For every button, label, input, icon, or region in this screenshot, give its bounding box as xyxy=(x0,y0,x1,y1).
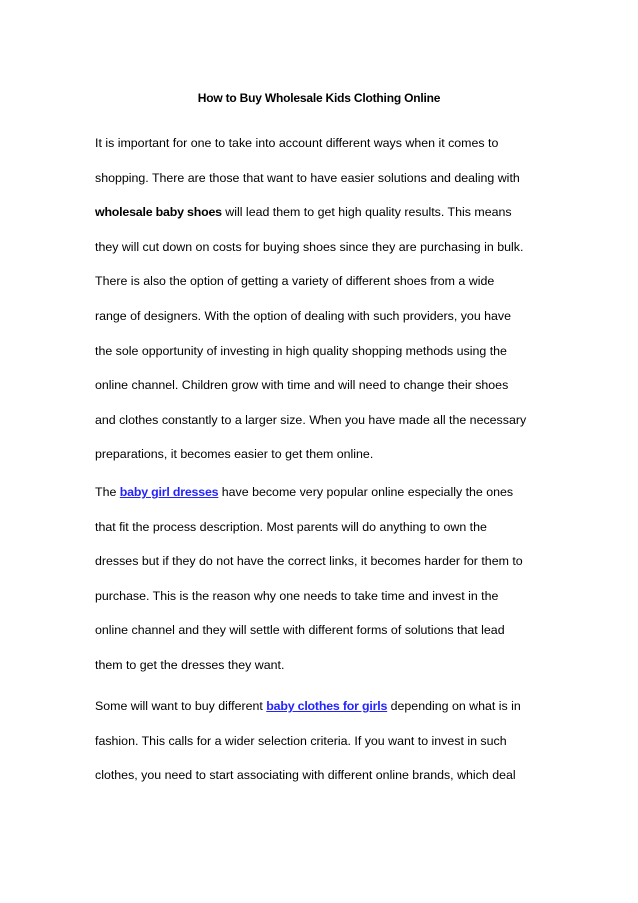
text-line xyxy=(95,758,555,793)
text-run: online channel and they will settle with different forms of solutions that lead xyxy=(95,623,505,638)
text-line xyxy=(95,368,555,403)
text-run: dresses but if they do not have the correct links, it becomes harder for them to xyxy=(95,554,523,569)
document-title: How to Buy Wholesale Kids Clothing Online xyxy=(197,91,441,105)
text-line xyxy=(95,161,555,196)
text-line xyxy=(95,510,555,545)
text-line xyxy=(95,689,555,724)
text-run: that fit the process description. Most parents will do anything to own the xyxy=(95,519,487,534)
text-line xyxy=(95,299,555,334)
text-line xyxy=(95,403,555,438)
paragraph-2 xyxy=(95,475,555,683)
text-line xyxy=(95,126,555,161)
text-line xyxy=(95,724,555,759)
text-run: will lead them to get high quality results. This means xyxy=(221,205,512,220)
bold-keyword: wholesale baby shoes xyxy=(95,205,222,220)
paragraph-1 xyxy=(95,126,555,472)
text-run: have become very popular online especially the ones xyxy=(218,485,514,499)
text-run: depending on what is in xyxy=(387,699,521,713)
paragraph-3 xyxy=(95,689,555,793)
text-line xyxy=(95,648,555,683)
text-line xyxy=(95,613,555,648)
text-run: online channel. Children grow with time and will need to change their shoes xyxy=(95,378,509,393)
text-line xyxy=(95,334,555,369)
text-run: Some will want to buy different xyxy=(95,699,267,713)
text-run: It is important for one to take into account different ways when it comes to xyxy=(95,136,499,150)
text-run: they will cut down on costs for buying shoes since they are purchasing in bulk. xyxy=(95,239,524,254)
text-run: The xyxy=(95,485,120,499)
text-line xyxy=(95,544,555,579)
inline-link[interactable]: baby clothes for girls xyxy=(266,699,388,713)
text-run: preparations, it becomes easier to get them online. xyxy=(95,447,374,462)
inline-link[interactable]: baby girl dresses xyxy=(119,485,219,499)
text-run: fashion. This calls for a wider selection criteria. If you want to invest in such xyxy=(95,733,507,748)
text-line xyxy=(95,579,555,614)
text-run: clothes, you need to start associating with different online brands, which deal xyxy=(95,768,516,783)
text-line xyxy=(95,264,555,299)
text-run: the sole opportunity of investing in high quality shopping methods using the xyxy=(95,343,507,358)
text-run: and clothes constantly to a larger size. When you have made all the necessary xyxy=(95,412,527,427)
text-run: shopping. There are those that want to have easier solutions and dealing with xyxy=(95,170,520,185)
text-line xyxy=(95,475,555,510)
text-line xyxy=(95,230,555,265)
text-run: them to get the dresses they want. xyxy=(95,657,285,672)
text-run: range of designers. With the option of dealing with such providers, you have xyxy=(95,308,512,323)
text-run: purchase. This is the reason why one needs to take time and invest in the xyxy=(95,588,499,603)
text-line xyxy=(95,437,555,472)
text-line xyxy=(95,195,555,230)
text-run: There is also the option of getting a variety of different shoes from a wide xyxy=(95,274,495,289)
